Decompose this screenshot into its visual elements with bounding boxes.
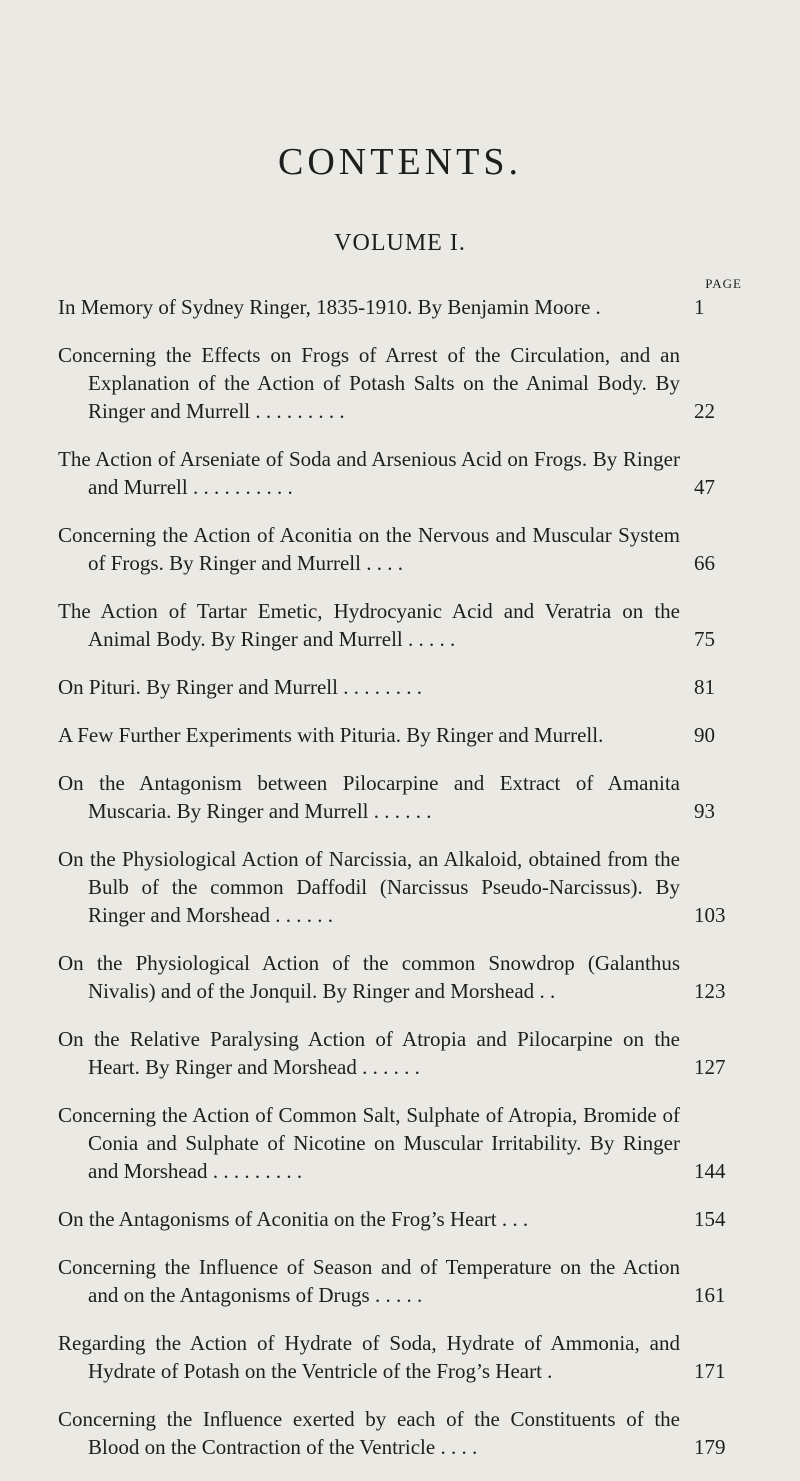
table-of-contents: [58, 293, 742, 1481]
toc-entry: [58, 845, 742, 929]
entry-page-number: 22: [694, 399, 715, 423]
entry-leader: . . . . .: [402, 627, 456, 651]
page-column-label: PAGE: [705, 276, 742, 291]
entry-title: Regarding the Action of Hydrate of Soda, Hydrate of Ammonia, and Hydrate of Potash on the Ventricle of the Frog’s Heart: [58, 1331, 680, 1383]
entry-title: On Pituri. By Ringer and Murrell: [58, 675, 338, 699]
entry-leader: . .: [534, 979, 556, 1003]
entry-leader: . . . . .: [369, 1283, 423, 1307]
entry-page-number: 75: [694, 627, 715, 651]
entry-page-number: 127: [694, 1055, 726, 1079]
toc-entry: [58, 949, 742, 1005]
toc-entry: [58, 1205, 742, 1233]
entry-page-number: 93: [694, 799, 715, 823]
entry-title: Concerning the Action of Common Salt, Sulphate of Atropia, Bromide of Conia and Sulphate of Nicotine on Muscular Irritability. By Ringer and Morshead: [58, 1103, 680, 1183]
entry-title: The Action of Tartar Emetic, Hydrocyanic Acid and Veratria on the Animal Body. By Ringer and Murrell: [58, 599, 680, 651]
entry-page-number: 123: [694, 979, 726, 1003]
entry-page-number: 179: [694, 1435, 726, 1459]
toc-entry: [58, 597, 742, 653]
volume-heading: VOLUME I.: [334, 230, 466, 256]
toc-entry: [58, 1101, 742, 1185]
contents-heading: CONTENTS.: [278, 141, 522, 183]
entry-title: On the Antagonism between Pilocarpine and Extract of Amanita Muscaria. By Ringer and Murrell: [58, 771, 680, 823]
entry-title: Concerning the Influence of Season and of Temperature on the Action and on the Antagonisms of Drugs: [58, 1255, 680, 1307]
toc-entry: [58, 721, 742, 749]
entry-page-number: 47: [694, 475, 715, 499]
entry-leader: . . . . . . . . .: [250, 399, 345, 423]
toc-entry: [58, 1329, 742, 1385]
toc-entry: [58, 445, 742, 501]
entry-leader: .: [598, 723, 604, 747]
entry-leader: . . . .: [435, 1435, 478, 1459]
entry-title: On the Relative Paralysing Action of Atropia and Pilocarpine on the Heart. By Ringer and Morshead: [58, 1027, 680, 1079]
entry-page-number: 144: [694, 1159, 726, 1183]
entry-page-number: 1: [694, 295, 705, 319]
toc-entry: [58, 1253, 742, 1309]
entry-page-number: 171: [694, 1359, 726, 1383]
entry-page-number: 81: [694, 675, 715, 699]
entry-title: The Action of Arseniate of Soda and Arsenious Acid on Frogs. By Ringer and Murrell: [58, 447, 680, 499]
entry-title: On the Antagonisms of Aconitia on the Frog’s Heart: [58, 1207, 497, 1231]
toc-entry: [58, 341, 742, 425]
toc-entry: [58, 1025, 742, 1081]
entry-leader: . . . . . . . .: [337, 675, 422, 699]
entry-leader: . . . . . . . . .: [207, 1159, 303, 1183]
entry-page-number: 154: [694, 1207, 726, 1231]
toc-entry: [58, 521, 742, 577]
entry-page-number: 90: [694, 723, 715, 747]
entry-leader: . . . . . .: [368, 799, 432, 823]
entry-leader: . . . .: [360, 551, 403, 575]
entry-title: In Memory of Sydney Ringer, 1835-1910. By Benjamin Moore: [58, 295, 591, 319]
entry-leader: .: [590, 295, 601, 319]
entry-leader: . . . . . .: [356, 1055, 420, 1079]
entry-title: Concerning the Effects on Frogs of Arrest of the Circulation, and an Explanation of the Action of Potash Salts on the Animal Body. By Ringer and Murrell: [58, 343, 680, 423]
entry-title: Concerning the Influence exerted by each of the Constituents of the Blood on the Contraction of the Ventricle: [58, 1407, 680, 1459]
toc-entry: [58, 293, 742, 321]
entry-page-number: 103: [694, 903, 726, 927]
entry-leader: .: [541, 1359, 553, 1383]
entry-leader: . . . . . . . . . .: [187, 475, 293, 499]
toc-entry: [58, 673, 742, 701]
entry-title: On the Physiological Action of Narcissia, an Alkaloid, obtained from the Bulb of the common Daffodil (Narcissus Pseudo-Narcissus). By Ringer and Morshead: [58, 847, 680, 927]
toc-entry: [58, 1405, 742, 1461]
entry-page-number: 66: [694, 551, 715, 575]
entry-title: On the Physiological Action of the common Snowdrop (Galanthus Nivalis) and of the Jonquil. By Ringer and Morshead: [58, 951, 680, 1003]
entry-title: Concerning the Action of Aconitia on the Nervous and Muscular System of Frogs. By Ringer and Murrell: [58, 523, 680, 575]
entry-leader: . . . . . .: [269, 903, 333, 927]
entry-title: A Few Further Experiments with Pituria. By Ringer and Murrell: [58, 723, 599, 747]
toc-entry: [58, 769, 742, 825]
entry-page-number: 161: [694, 1283, 726, 1307]
entry-leader: . . .: [496, 1207, 529, 1231]
